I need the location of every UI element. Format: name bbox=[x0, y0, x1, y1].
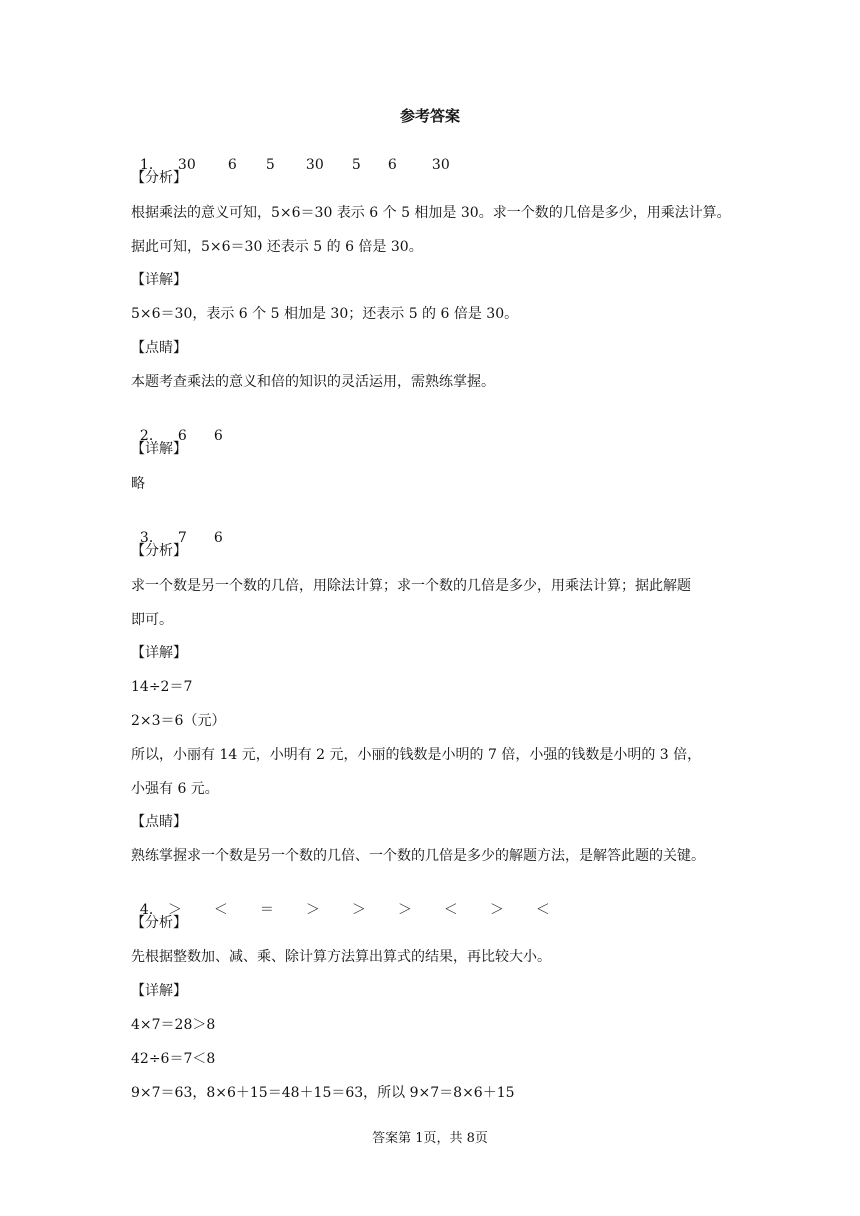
q4-detail-line-2: 42÷6＝7＜8 bbox=[131, 1051, 216, 1067]
q4-answers bbox=[131, 880, 550, 920]
q3-detail-tag: 【详解】 bbox=[131, 645, 187, 661]
q4-detail-line-3: 9×7＝63，8×6＋15＝48＋15＝63，所以 9×7＝8×6＋15 bbox=[131, 1085, 515, 1101]
q3-detail-line-4: 小强有 6 元。 bbox=[131, 781, 219, 797]
q4-detail-tag: 【详解】 bbox=[131, 983, 187, 999]
page-title: 参考答案 bbox=[399, 107, 460, 125]
q1-analysis-tag: 【分析】 bbox=[131, 170, 187, 186]
q2-detail-tag: 【详解】 bbox=[131, 441, 187, 457]
q3-detail-line-1: 14÷2＝7 bbox=[131, 679, 193, 695]
q3-analysis-tag: 【分析】 bbox=[131, 543, 187, 559]
q4-answer-8: ＞ bbox=[489, 902, 504, 918]
q4-analysis-line-1: 先根据整数加、减、乘、除计算方法算出算式的结果，再比较大小。 bbox=[131, 949, 551, 965]
q4-answer-6: ＞ bbox=[397, 902, 412, 918]
q3-comment-tag: 【点睛】 bbox=[131, 814, 187, 830]
q2-answer-2: 6 bbox=[213, 428, 223, 444]
q3-analysis-line-1: 求一个数是另一个数的几倍，用除法计算；求一个数的几倍是多少，用乘法计算；据此解题 bbox=[131, 578, 691, 594]
q3-detail-line-3: 所以，小丽有 14 元，小明有 2 元，小丽的钱数是小明的 7 倍，小强的钱数是小明的 3 倍， bbox=[131, 747, 702, 763]
q1-detail-line-1: 5×6＝30，表示 6 个 5 相加是 30；还表示 5 的 6 倍是 30。 bbox=[131, 306, 519, 322]
q4-answer-2: ＜ bbox=[213, 902, 228, 918]
q1-answer-6: 6 bbox=[387, 157, 397, 173]
q4-analysis-tag: 【分析】 bbox=[131, 915, 187, 931]
q1-number: 1． bbox=[139, 157, 163, 173]
q2-detail-line-1: 略 bbox=[131, 476, 145, 492]
q1-answer-4: 30 bbox=[305, 157, 324, 173]
q4-number: 4． bbox=[139, 902, 163, 918]
q1-answer-1: 30 bbox=[177, 157, 196, 173]
q3-answer-1: 7 bbox=[177, 530, 187, 546]
q2-answer-1: 6 bbox=[177, 428, 187, 444]
q3-comment-line-1: 熟练掌握求一个数是另一个数的几倍、一个数的几倍是多少的解题方法，是解答此题的关键。 bbox=[131, 848, 705, 864]
q3-analysis-line-2: 即可。 bbox=[131, 612, 173, 628]
q4-answer-4: ＞ bbox=[305, 902, 320, 918]
q1-comment-line-1: 本题考查乘法的意义和倍的知识的灵活运用，需熟练掌握。 bbox=[131, 374, 495, 390]
q2-number: 2． bbox=[139, 428, 163, 444]
q4-answer-9: ＜ bbox=[535, 902, 550, 918]
q1-answer-5: 5 bbox=[351, 157, 361, 173]
page-footer: 答案第 1页，共 8页 bbox=[372, 1131, 488, 1146]
q4-answer-3: ＝ bbox=[259, 902, 274, 918]
q4-answer-5: ＞ bbox=[351, 902, 366, 918]
q1-analysis-line-1: 根据乘法的意义可知，5×6＝30 表示 6 个 5 相加是 30。求一个数的几倍是多少，用乘法计算。 bbox=[131, 205, 731, 221]
q1-answer-3: 5 bbox=[265, 157, 275, 173]
q1-detail-tag: 【详解】 bbox=[131, 272, 187, 288]
q4-detail-line-1: 4×7＝28＞8 bbox=[131, 1017, 216, 1033]
q4-answer-7: ＜ bbox=[443, 902, 458, 918]
q1-analysis-line-2: 据此可知，5×6＝30 还表示 5 的 6 倍是 30。 bbox=[131, 239, 423, 255]
q3-detail-line-2: 2×3＝6（元） bbox=[131, 713, 226, 729]
q3-answer-2: 6 bbox=[213, 530, 223, 546]
q1-answer-2: 6 bbox=[227, 157, 237, 173]
q1-comment-tag: 【点睛】 bbox=[131, 340, 187, 356]
q4-answer-1: ＞ bbox=[167, 902, 182, 918]
q3-number: 3． bbox=[139, 530, 163, 546]
q1-answer-7: 30 bbox=[431, 157, 450, 173]
